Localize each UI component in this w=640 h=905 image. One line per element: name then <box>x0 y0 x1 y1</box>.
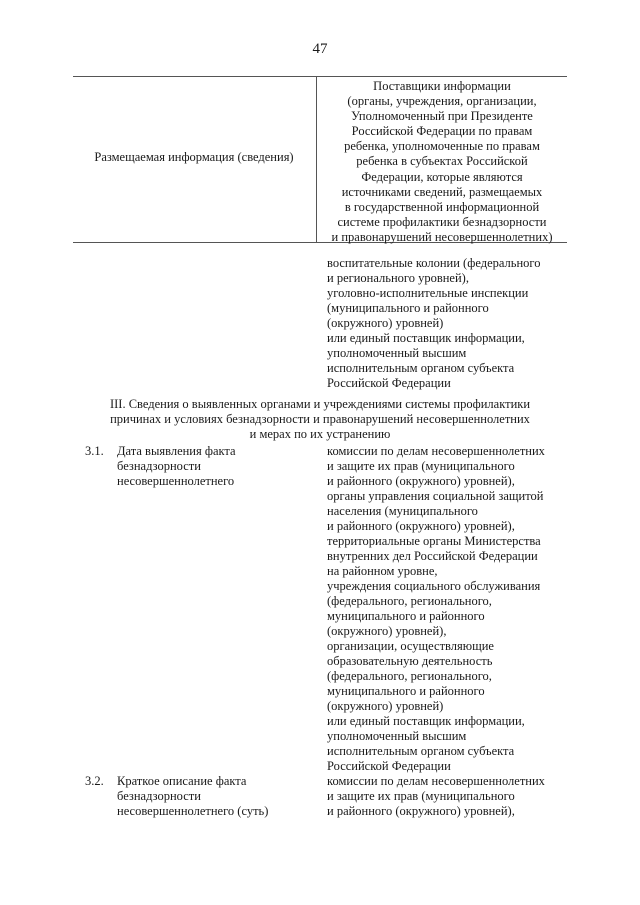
text-line: на районном уровне, <box>327 564 438 578</box>
text-line: безнадзорности <box>117 789 201 803</box>
text-line: комиссии по делам несовершеннолетних <box>327 774 545 788</box>
header-text-line: (органы, учреждения, организации, <box>347 94 537 109</box>
text-line: и защите их прав (муниципального <box>327 459 515 473</box>
text-line: несовершеннолетнего <box>117 474 235 488</box>
text-line: и защите их прав (муниципального <box>327 789 515 803</box>
providers-continuation <box>327 256 567 391</box>
text-line: Дата выявления факта <box>117 444 236 458</box>
row-providers-list <box>327 444 567 774</box>
page-number: 47 <box>312 41 328 57</box>
section-title <box>73 397 567 442</box>
section-title-line: и мерах по их устранению <box>249 427 391 441</box>
text-line: несовершеннолетнего (суть) <box>117 804 269 818</box>
header-text-line: Федерации, которые являются <box>361 169 523 184</box>
text-line: комиссии по делам несовершеннолетних <box>327 444 545 458</box>
text-line: исполнительным органом субъекта <box>327 361 515 375</box>
table-header-top-rule <box>73 76 567 77</box>
header-text-line: ребенка в субъектах Российской <box>356 154 528 169</box>
text-line: (окружного) уровней), <box>327 624 447 638</box>
text-line: образовательную деятельность <box>327 654 493 668</box>
text-line: (федерального, регионального, <box>327 669 492 683</box>
text-line: муниципального и районного <box>327 609 485 623</box>
header-text-line: в государственной информационной <box>344 199 540 214</box>
section-title-line: причинах и условиях безнадзорности и правонарушений несовершеннолетних <box>110 412 530 426</box>
text-line: Российской Федерации <box>327 376 451 390</box>
text-line: внутренних дел Российской Федерации <box>327 549 538 563</box>
text-line: организации, осуществляющие <box>327 639 494 653</box>
row-info-description <box>117 774 317 819</box>
text-line: Краткое описание факта <box>117 774 247 788</box>
header-providers-column-title <box>320 79 564 245</box>
text-line: учреждения социального обслуживания <box>327 579 541 593</box>
text-line: или единый поставщик информации, <box>327 714 525 728</box>
row-number: 3.1. <box>85 444 104 458</box>
header-text-line: и правонарушений несовершеннолетних) <box>331 229 553 244</box>
text-line: (окружного) уровней) <box>327 316 444 330</box>
header-text-line: Поставщики информации <box>373 79 511 93</box>
text-line: территориальные органы Министерства <box>327 534 541 548</box>
text-line: уголовно-исполнительные инспекции <box>327 286 529 300</box>
header-text-line: источниками сведений, размещаемых <box>341 184 543 199</box>
text-line: (федерального, регионального, <box>327 594 492 608</box>
text-line: и регионального уровней), <box>327 271 469 285</box>
table-header-column-divider <box>316 76 317 242</box>
header-text-line: Российской Федерации по правам <box>351 124 533 139</box>
row-info-description <box>117 444 317 489</box>
text-line: воспитательные колонии (федерального <box>327 256 541 270</box>
text-line: муниципального и районного <box>327 684 485 698</box>
text-line: (муниципального и районного <box>327 301 489 315</box>
text-line: и районного (окружного) уровней), <box>327 474 515 488</box>
header-text-line: системе профилактики безнадзорности <box>337 214 547 229</box>
header-text-line: Уполномоченный при Президенте <box>351 109 533 124</box>
text-line: исполнительным органом субъекта <box>327 744 515 758</box>
text-line: (окружного) уровней) <box>327 699 444 713</box>
header-text-line: ребенка, уполномоченные по правам <box>344 139 540 154</box>
text-line: Российской Федерации <box>327 759 451 773</box>
text-line: органы управления социальной защитой <box>327 489 544 503</box>
row-number: 3.2. <box>85 774 104 788</box>
text-line: уполномоченный высшим <box>327 729 467 743</box>
header-info-column-title: Размещаемая информация (сведения) <box>94 150 294 164</box>
text-line: и районного (окружного) уровней), <box>327 804 515 818</box>
text-line: уполномоченный высшим <box>327 346 467 360</box>
text-line: и районного (окружного) уровней), <box>327 519 515 533</box>
text-line: безнадзорности <box>117 459 201 473</box>
section-title-line: III. Сведения о выявленных органами и учреждениями системы профилактики <box>109 397 531 411</box>
text-line: населения (муниципального <box>327 504 478 518</box>
row-providers-list <box>327 774 567 819</box>
text-line: или единый поставщик информации, <box>327 331 525 345</box>
